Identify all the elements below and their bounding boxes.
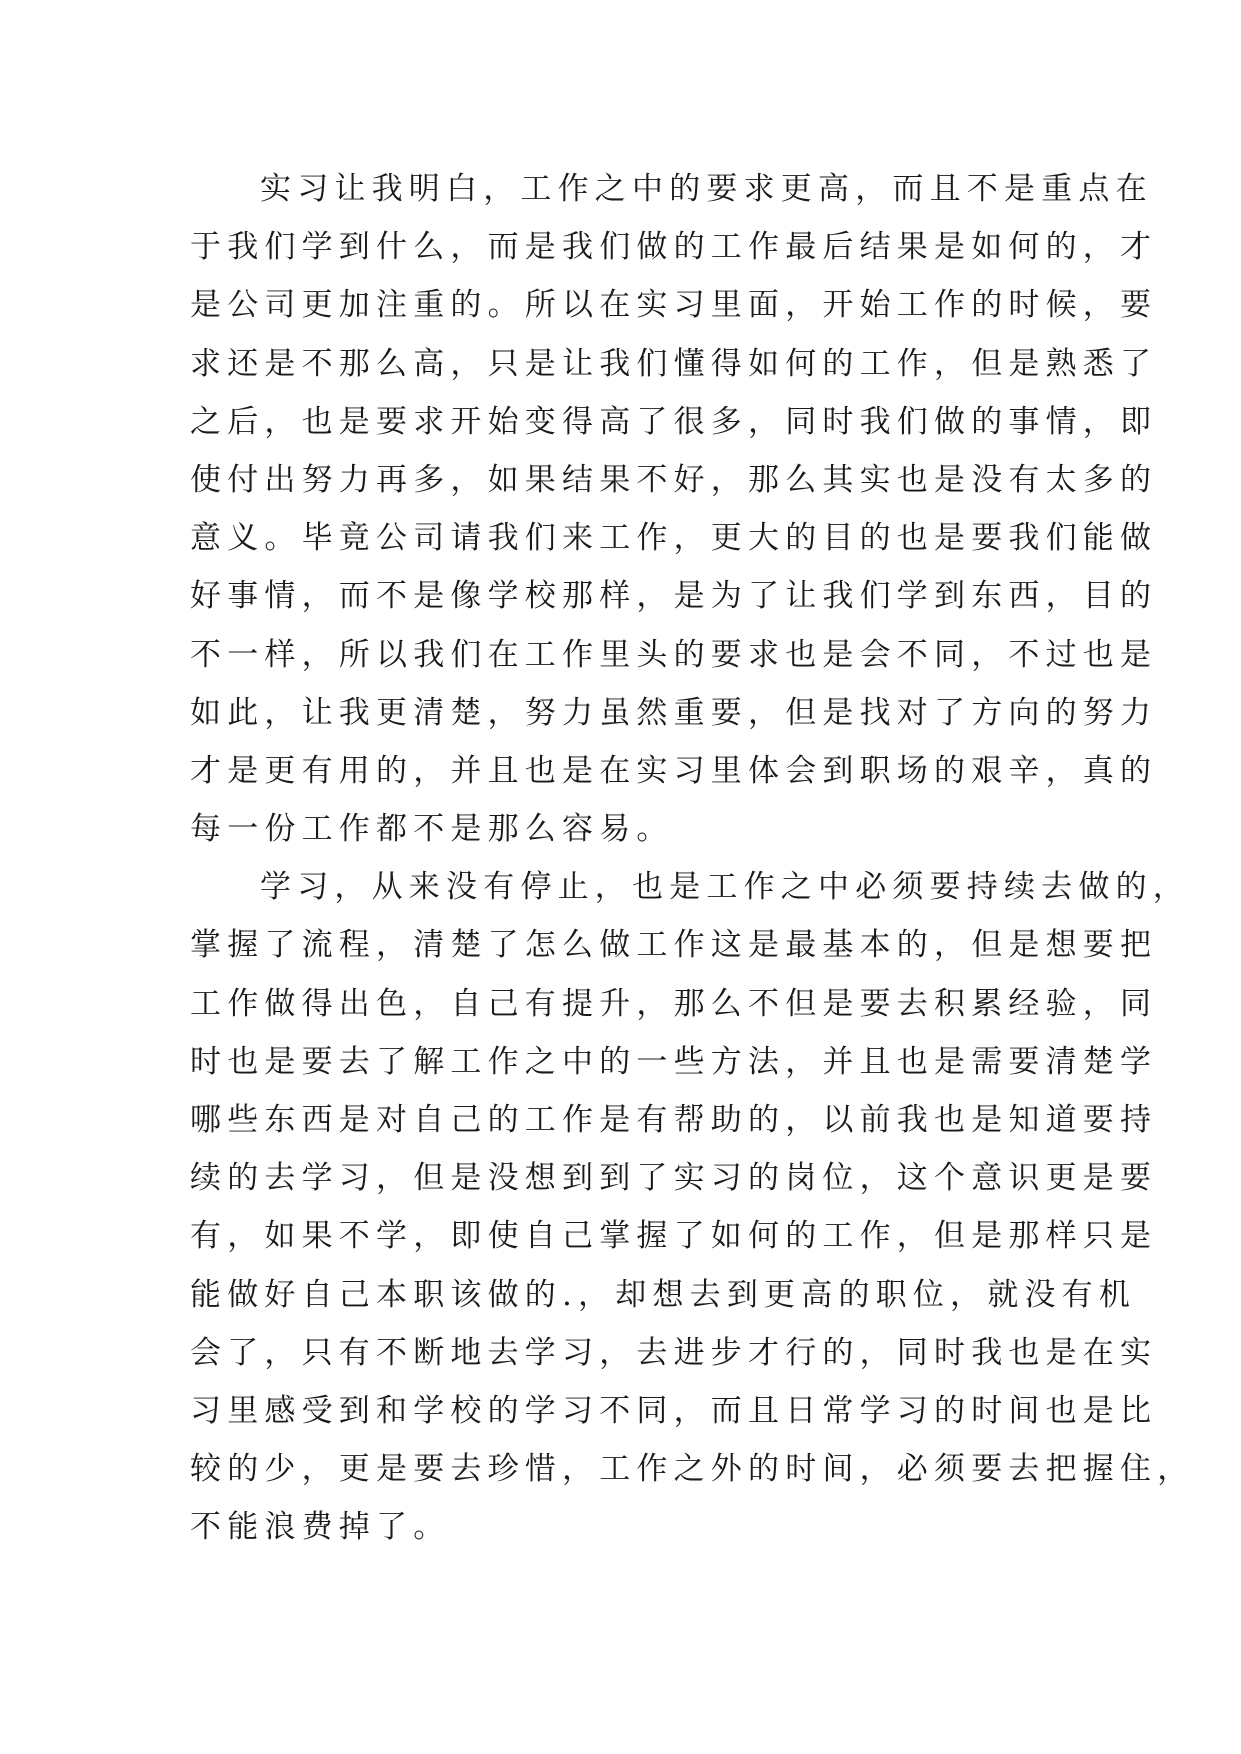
paragraph-line: 才是更有用的，并且也是在实习里体会到职场的艰辛，真的	[190, 752, 1158, 789]
paragraph-line: 使付出努力再多，如果结果不好，那么其实也是没有太多的	[190, 461, 1158, 498]
paragraph-line: 能做好自己本职该做的.，却想去到更高的职位，就没有机	[190, 1276, 1137, 1313]
paragraph-line: 不能浪费掉了。	[190, 1509, 451, 1546]
paragraph-line: 实习让我明白，工作之中的要求更高，而且不是重点在	[260, 171, 1153, 207]
paragraph-line: 习里感受到和学校的学习不同，而且日常学习的时间也是比	[190, 1392, 1158, 1429]
paragraph-line: 是公司更加注重的。所以在实习里面，开始工作的时候，要	[190, 287, 1158, 324]
paragraph-continuous-learning	[190, 858, 1195, 1556]
paragraph-line: 较的少，更是要去珍惜，工作之外的时间，必须要去把握住，	[190, 1451, 1195, 1488]
paragraph-line: 有，如果不学，即使自己掌握了如何的工作，但是那样只是	[190, 1218, 1158, 1255]
paragraph-internship-requirements	[190, 160, 1158, 858]
paragraph-line: 工作做得出色，自己有提升，那么不但是要去积累经验，同	[190, 985, 1158, 1022]
paragraph-line: 不一样，所以我们在工作里头的要求也是会不同，不过也是	[190, 636, 1158, 673]
paragraph-line: 好事情，而不是像学校那样，是为了让我们学到东西，目的	[190, 578, 1158, 615]
paragraph-line: 求还是不那么高，只是让我们懂得如何的工作，但是熟悉了	[190, 345, 1158, 382]
paragraph-line: 于我们学到什么，而是我们做的工作最后结果是如何的，才	[190, 229, 1158, 266]
paragraph-line: 时也是要去了解工作之中的一些方法，并且也是需要清楚学	[190, 1043, 1158, 1080]
paragraph-line: 每一份工作都不是那么容易。	[190, 811, 674, 848]
document-body	[190, 160, 1195, 1557]
paragraph-line: 如此，让我更清楚，努力虽然重要，但是找对了方向的努力	[190, 694, 1158, 731]
paragraph-line: 之后，也是要求开始变得高了很多，同时我们做的事情，即	[190, 403, 1158, 440]
paragraph-line: 掌握了流程，清楚了怎么做工作这是最基本的，但是想要把	[190, 927, 1158, 964]
paragraph-line: 续的去学习，但是没想到到了实习的岗位，这个意识更是要	[190, 1160, 1158, 1197]
paragraph-line: 学习，从来没有停止，也是工作之中必须要持续去做的，	[260, 869, 1190, 906]
paragraph-line: 会了，只有不断地去学习，去进步才行的，同时我也是在实	[190, 1334, 1158, 1371]
paragraph-line: 哪些东西是对自己的工作是有帮助的，以前我也是知道要持	[190, 1102, 1158, 1138]
paragraph-line: 意义。毕竟公司请我们来工作，更大的目的也是要我们能做	[190, 520, 1158, 557]
